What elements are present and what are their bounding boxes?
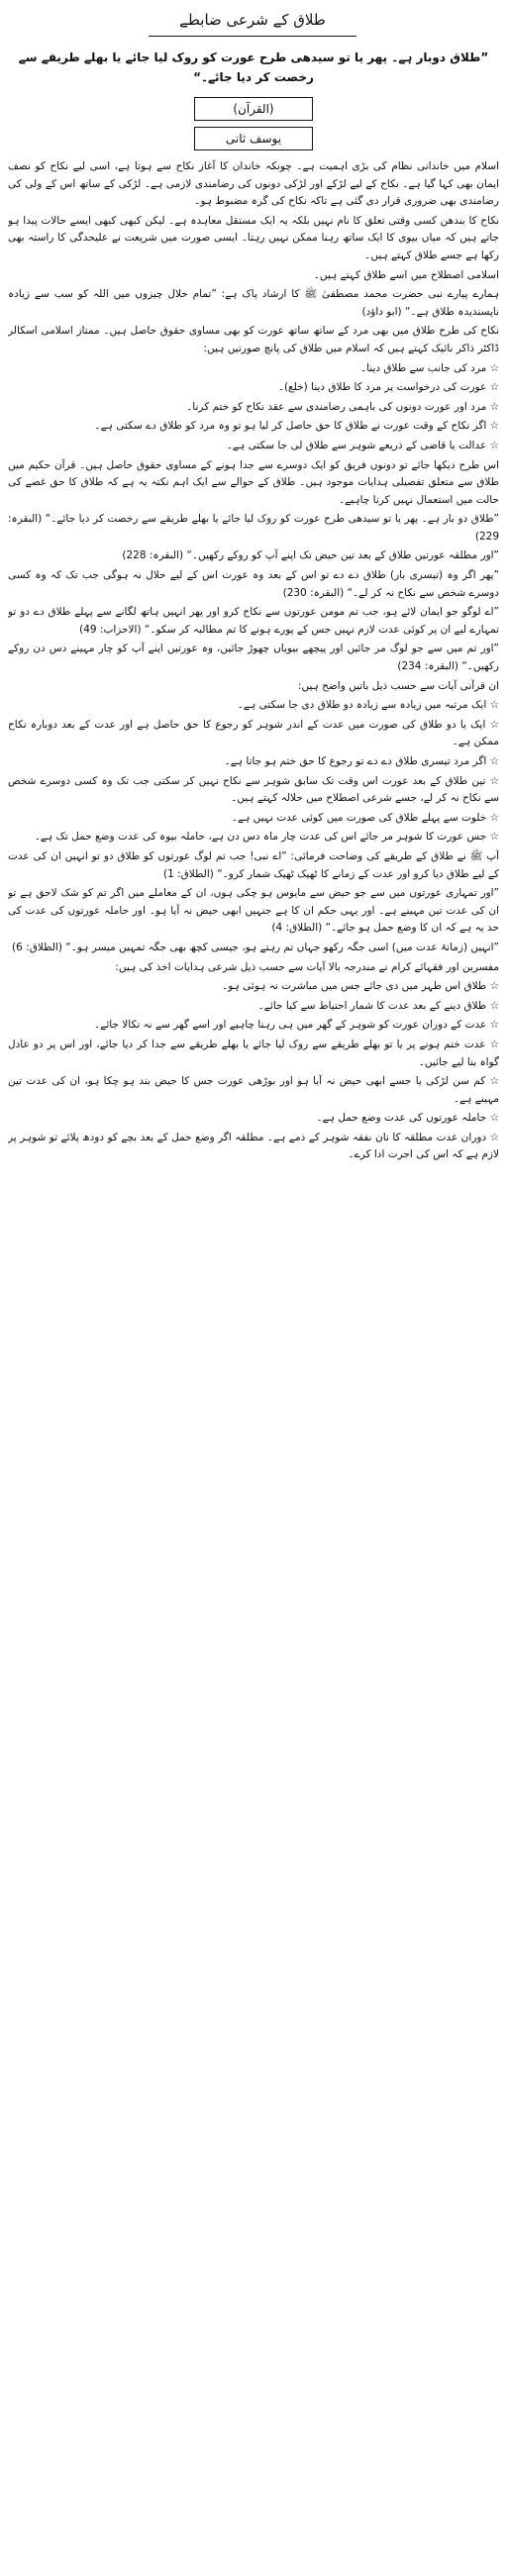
body-paragraph: ہمارے پیارے نبی حضرت محمد مصطفیٰ ﷺ کا ارشاد پاک ہے: ”تمام حلال چیزوں میں اللہ کو سب سے زیادہ ناپسندیدہ طلاق ہے۔“ (ابو داؤد) bbox=[8, 288, 499, 318]
body-paragraph: ان قرآنی آیات سے حسب ذیل باتیں واضح ہیں: bbox=[297, 679, 499, 692]
body-paragraph: ☆ مرد کی جانب سے طلاق دینا۔ bbox=[359, 361, 499, 374]
body-paragraph: ”اور تم میں سے جو لوگ مر جائیں اور پیچھے بیویاں چھوڑ جائیں، وہ عورتیں اپنے آپ کو چار مہینے دس دن روکے رکھیں۔“ (البقرہ: 234) bbox=[8, 643, 499, 673]
body-paragraph: اسلامی اصطلاح میں اسے طلاق کہتے ہیں۔ bbox=[313, 268, 499, 281]
body-paragraph: ☆ حاملہ عورتوں کی عدت وضع حمل ہے۔ bbox=[316, 1112, 499, 1125]
quote-source: (القرآن) bbox=[194, 97, 313, 121]
body-paragraph: مفسرین اور فقہائے کرام نے مندرجہ بالا آیات سے حسب ذیل شرعی ہدایات اخذ کی ہیں: bbox=[115, 960, 499, 973]
body-paragraph: ☆ عورت کی درخواست پر مرد کا طلاق دینا (خلع)۔ bbox=[277, 381, 499, 394]
body-paragraph: ”طلاق دو بار ہے۔ پھر یا تو سیدھی طرح عورت کو روک لیا جائے یا بھلے طریقے سے رخصت کر دیا جائے۔“ (البقرہ: 229) bbox=[8, 513, 499, 543]
body-paragraph: ☆ جس عورت کا شوہر مر جائے اس کی عدت چار ماہ دس دن ہے، حاملہ بیوہ کی عدت وضع حمل تک ہے۔ bbox=[34, 831, 499, 843]
body-paragraph: ☆ خلوت سے پہلے طلاق کی صورت میں کوئی عدت نہیں ہے۔ bbox=[231, 811, 499, 824]
body-paragraph: اس طرح دیکھا جائے تو دونوں فریق کو ایک دوسرے سے جدا ہونے کے مساوی حقوق حاصل ہیں۔ قرآن حکیم میں طلاق سے متعلق تفصیلی ہدایات موجود ہیں۔ طلاق کے حوالے سے ایک اہم نکتہ یہ ہے کہ طلاق کا حق غصے کی حالت میں استعمال نہیں کرنا چاہیے۔ bbox=[8, 458, 499, 506]
body-paragraph: ☆ ایک مرتبہ میں زیادہ سے زیادہ دو طلاق دی جا سکتی ہے۔ bbox=[237, 699, 499, 712]
article-body bbox=[8, 158, 499, 2564]
body-paragraph: ☆ عدت کے دوران عورت کو شوہر کے گھر میں ہی رہنا چاہیے اور اسے گھر سے نہ نکالا جائے۔ bbox=[94, 1019, 499, 1032]
body-paragraph: ☆ تین طلاق کے بعد عورت اس وقت تک سابق شوہر سے نکاح نہیں کر سکتی جب تک وہ کسی دوسرے شخص سے نکاح نہ کر لے، جسے شرعی اصطلاح میں حلالہ کہتے ہیں۔ bbox=[8, 774, 499, 805]
body-paragraph: ☆ طلاق دینے کے بعد عدت کا شمار احتیاط سے کیا جائے۔ bbox=[257, 999, 499, 1012]
body-paragraph: نکاح کا بندھن کسی وقتی تعلق کا نام نہیں بلکہ یہ ایک مستقل معاہدہ ہے۔ لیکن کبھی کبھی ایسے حالات پیدا ہو جاتے ہیں کہ میاں بیوی کا ایک ساتھ رہنا ممکن نہیں رہتا۔ ایسی صورت میں شریعت نے علیحدگی کا راستہ بھی رکھا ہے جسے طلاق کہتے ہیں۔ bbox=[8, 214, 499, 261]
body-paragraph: ☆ ایک یا دو طلاق کی صورت میں عدت کے اندر شوہر کو رجوع کا حق حاصل ہے اور عدت کے بعد دوبارہ نکاح ممکن ہے۔ bbox=[8, 718, 499, 748]
header-quote: ”طلاق دوبار ہے۔ پھر یا تو سیدھی طرح عورت کو روک لیا جائے یا بھلے طریقے سے رخصت کر دیا جائے۔“ bbox=[18, 50, 489, 84]
body-paragraph: ☆ عدت ختم ہونے پر یا تو بھلے طریقے سے روک لیا جائے یا بھلے طریقے سے جدا کر دیا جائے، اور اس پر دو عادل گواہ بنا لیے جائیں۔ bbox=[8, 1038, 499, 1068]
body-paragraph: نکاح کی طرح طلاق میں بھی مرد کے ساتھ ساتھ عورت کو بھی مساوی حقوق حاصل ہیں۔ ممتاز اسلامی اسکالر ڈاکٹر ذاکر نائیک کہتے ہیں کہ اسلام میں طلاق کی پانچ صورتیں ہیں: bbox=[8, 325, 499, 354]
body-paragraph: ☆ عدالت یا قاضی کے ذریعے شوہر سے طلاق لی جا سکتی ہے۔ bbox=[226, 439, 499, 451]
body-paragraph: ☆ طلاق اس طہر میں دی جائے جس میں مباشرت نہ ہوئی ہو۔ bbox=[222, 980, 499, 993]
body-paragraph: ”اور مطلقہ عورتیں طلاق کے بعد تین حیض تک اپنے آپ کو روکے رکھیں۔“ (البقرہ: 228) bbox=[122, 549, 499, 562]
article-title: طلاق کے شرعی ضابطے bbox=[149, 6, 356, 37]
author-name: یوسف ثانی bbox=[194, 127, 313, 150]
body-paragraph: ”پھر اگر وہ (تیسری بار) طلاق دے دے تو اس کے بعد وہ عورت اس کے لیے حلال نہ ہوگی جب تک کہ وہ کسی دوسرے شخص سے نکاح نہ کر لے۔“ (البقرہ: 230) bbox=[8, 569, 499, 599]
body-paragraph: ☆ اگر مرد تیسری طلاق دے دے تو رجوع کا حق ختم ہو جاتا ہے۔ bbox=[224, 755, 499, 767]
body-paragraph: ☆ مرد اور عورت دونوں کی باہمی رضامندی سے عقد نکاح کو ختم کرنا۔ bbox=[186, 400, 499, 413]
body-paragraph: اسلام میں خاندانی نظام کی بڑی اہمیت ہے۔ چونکہ خاندان کا آغاز نکاح سے ہوتا ہے، اسی لیے نکاح کو نصف ایمان بھی کہا گیا ہے۔ نکاح کے لیے لڑکے اور لڑکی دونوں کی رضامندی لازمی ہے۔ لڑکی کے ساتھ اس کے ولی کی رضامندی بھی ضروری قرار دی گئی ہے تاکہ نکاح کی گرہ مضبوط ہو۔ bbox=[8, 160, 499, 208]
body-paragraph: ”اور تمہاری عورتوں میں سے جو حیض سے مایوس ہو چکی ہوں، ان کے معاملے میں اگر تم کو شک لاحق ہے تو ان کی عدت تین مہینے ہے۔ اور یہی حکم ان کا ہے جنہیں ابھی حیض نہ آیا ہو۔ اور حاملہ عورتوں کی عدت کی حد یہ ہے کہ ان کا وضع حمل ہو جائے۔“ (الطلاق: 4) bbox=[8, 887, 499, 935]
body-paragraph: ”انہیں (زمانۂ عدت میں) اسی جگہ رکھو جہاں تم رہتے ہو، جیسی کچھ بھی جگہ تمہیں میسر ہو۔“ (الطلاق: 6) bbox=[12, 941, 499, 953]
body-paragraph: ☆ دوران عدت مطلقہ کا نان نفقہ شوہر کے ذمے ہے۔ مطلقہ اگر وضع حمل کے بعد بچے کو دودھ پلائے تو شوہر پر لازم ہے کہ اس کی اجرت ادا کرے۔ bbox=[8, 1131, 499, 1161]
body-paragraph: ”اے لوگو جو ایمان لائے ہو، جب تم مومن عورتوں سے نکاح کرو اور پھر انہیں ہاتھ لگانے سے پہلے طلاق دے دو تو تمہارے لیے ان پر کوئی عدت لازم نہیں جس کے پورے ہونے کا تم مطالبہ کر سکو۔“ (الاحزاب: 49) bbox=[8, 606, 499, 636]
body-paragraph: ☆ کم سن لڑکی یا جسے ابھی حیض نہ آیا ہو اور بوڑھی عورت جس کا حیض بند ہو چکا ہو، ان کی عدت تین مہینے ہے۔ bbox=[8, 1075, 499, 1105]
body-paragraph: آپ ﷺ نے طلاق کے طریقے کی وضاحت فرمائی: ”اے نبی! جب تم لوگ عورتوں کو طلاق دو تو انہیں ان کی عدت کے لیے طلاق دیا کرو اور عدت کے زمانے کا ٹھیک ٹھیک شمار کرو۔“ (الطلاق: 1) bbox=[8, 849, 499, 880]
body-paragraph: ☆ اگر نکاح کے وقت عورت نے طلاق کا حق حاصل کر لیا ہو تو وہ مرد کو طلاق دے سکتی ہے۔ bbox=[94, 420, 499, 433]
